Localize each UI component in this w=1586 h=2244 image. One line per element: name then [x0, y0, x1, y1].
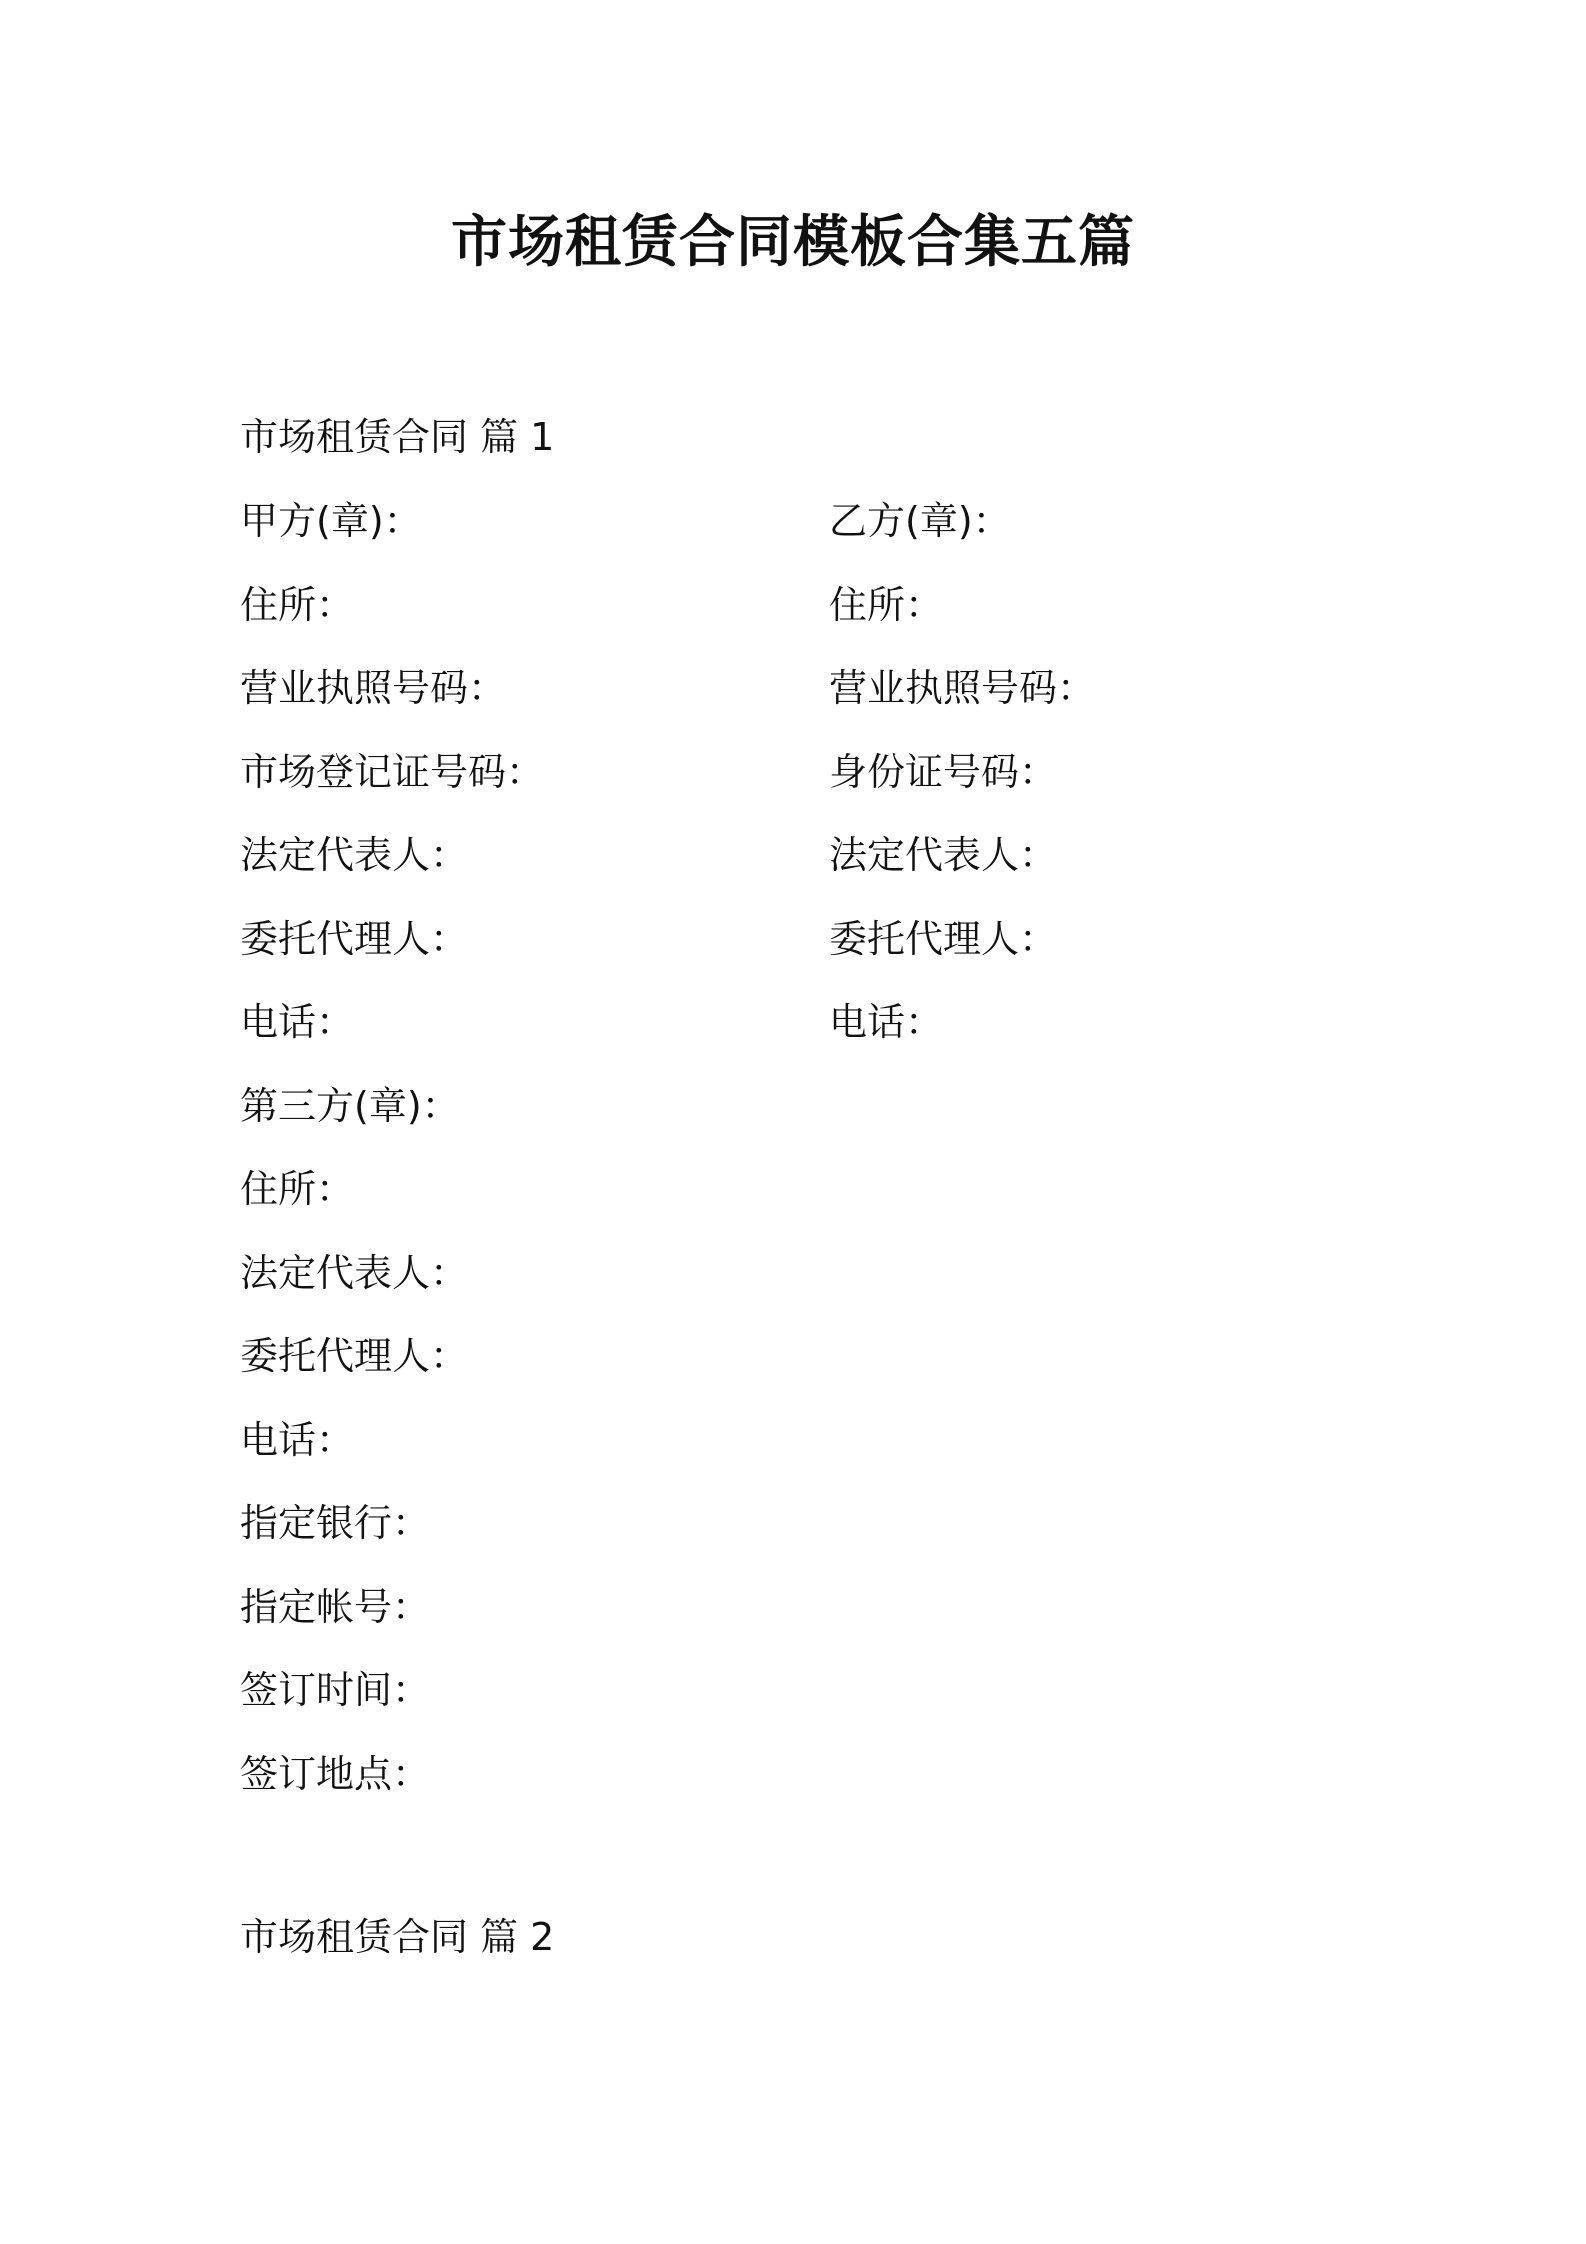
section-heading-1: 市场租赁合同 篇 1	[240, 415, 555, 459]
party-b-license-label: 营业执照号码：	[829, 666, 1096, 710]
party-b-phone-label: 电话：	[829, 1000, 944, 1044]
party-a-address-label: 住所：	[240, 583, 355, 627]
third-party-phone-label: 电话：	[240, 1418, 355, 1462]
third-party-legal-rep-label: 法定代表人：	[240, 1251, 469, 1295]
party-a-market-registration-label: 市场登记证号码：	[240, 750, 545, 794]
signing-place-label: 签订地点：	[240, 1752, 431, 1796]
party-a-license-label: 营业执照号码：	[240, 666, 507, 710]
party-b-seal-label: 乙方(章)：	[829, 499, 1011, 543]
third-party-agent-label: 委托代理人：	[240, 1334, 469, 1378]
third-party-address-label: 住所：	[240, 1167, 355, 1211]
party-b-id-number-label: 身份证号码：	[829, 750, 1058, 794]
third-party-seal-label: 第三方(章)：	[240, 1084, 460, 1128]
party-a-agent-label: 委托代理人：	[240, 917, 469, 961]
designated-account-label: 指定帐号：	[240, 1585, 431, 1629]
section-heading-2: 市场租赁合同 篇 2	[240, 1915, 555, 1959]
party-a-legal-rep-label: 法定代表人：	[240, 833, 469, 877]
designated-bank-label: 指定银行：	[240, 1501, 431, 1545]
party-b-address-label: 住所：	[829, 583, 944, 627]
party-a-phone-label: 电话：	[240, 1000, 355, 1044]
signing-time-label: 签订时间：	[240, 1668, 431, 1712]
party-b-agent-label: 委托代理人：	[829, 917, 1058, 961]
party-a-seal-label: 甲方(章)：	[240, 499, 422, 543]
document-title: 市场租赁合同模板合集五篇	[451, 210, 1135, 275]
party-b-legal-rep-label: 法定代表人：	[829, 833, 1058, 877]
